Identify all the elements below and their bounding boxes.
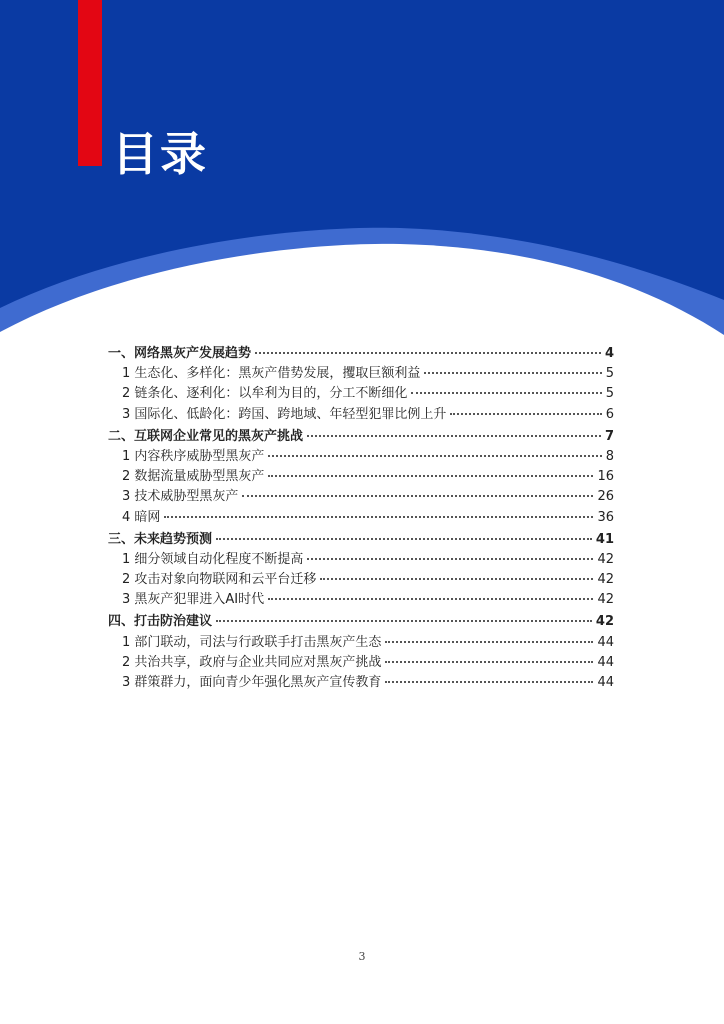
toc-section-entry[interactable] xyxy=(108,425,614,445)
toc-dot-leader xyxy=(320,578,593,580)
toc-dot-leader xyxy=(242,495,593,497)
toc-subsection-entry[interactable] xyxy=(108,506,614,526)
header-wave-graphic xyxy=(0,0,724,345)
toc-subsection-entry[interactable] xyxy=(108,465,614,485)
toc-section-entry[interactable] xyxy=(108,610,614,630)
toc-entry-label: 四、打击防治建议 xyxy=(108,614,213,630)
toc-subsection-entry[interactable] xyxy=(108,403,614,423)
toc-entry-page: 42 xyxy=(597,551,614,567)
page-title: 目录 xyxy=(112,127,208,181)
toc-entry-label: 一、网络黑灰产发展趋势 xyxy=(108,346,252,361)
toc-dot-leader xyxy=(268,455,601,457)
toc-dot-leader xyxy=(411,392,601,394)
header-banner xyxy=(0,0,724,345)
toc-entry-label: 4 暗网 xyxy=(122,509,161,525)
toc-entry-page: 8 xyxy=(605,448,614,464)
accent-red-bar xyxy=(78,0,102,166)
toc-entry-label: 1 生态化、多样化：黑灰产借势发展，攫取巨额利益 xyxy=(122,366,421,382)
toc-entry-page: 16 xyxy=(597,469,614,485)
toc-dot-leader xyxy=(268,475,593,477)
toc-subsection-entry[interactable] xyxy=(108,671,614,691)
toc-dot-leader xyxy=(216,620,592,622)
toc-entry-page: 44 xyxy=(597,634,614,650)
toc-entry-label: 1 部门联动，司法与行政联手打击黑灰产生态 xyxy=(122,634,382,650)
toc-dot-leader xyxy=(385,661,593,663)
toc-entry-label: 3 黑灰产犯罪进入AI时代 xyxy=(122,592,265,608)
toc-entry-page: 26 xyxy=(597,489,614,505)
toc-dot-leader xyxy=(424,372,601,374)
toc-entry-label: 2 链条化、逐利化：以牟利为目的，分工不断细化 xyxy=(122,386,408,402)
toc-dot-leader xyxy=(385,681,593,683)
toc-entry-page: 36 xyxy=(597,509,614,525)
toc-entry-page: 42 xyxy=(597,592,614,608)
toc-entry-label: 3 群策群力，面向青少年强化黑灰产宣传教育 xyxy=(122,675,382,690)
toc-dot-leader xyxy=(216,538,592,540)
toc-entry-page: 6 xyxy=(605,406,614,422)
toc-entry-label: 三、未来趋势预测 xyxy=(108,531,213,547)
toc-section-entry[interactable] xyxy=(108,528,614,548)
toc-entry-page: 5 xyxy=(605,366,614,382)
toc-entry-page: 7 xyxy=(604,428,614,444)
toc-entry-page: 5 xyxy=(605,386,614,402)
toc-entry-label: 1 内容秩序威胁型黑灰产 xyxy=(122,448,265,464)
toc-subsection-entry[interactable] xyxy=(108,651,614,671)
toc-dot-leader xyxy=(385,641,593,643)
toc-entry-page: 4 xyxy=(604,346,614,361)
toc-entry-label: 2 攻击对象向物联网和云平台迁移 xyxy=(122,572,317,588)
table-of-contents xyxy=(108,340,614,691)
toc-entry-page: 42 xyxy=(595,614,614,630)
toc-entry-page: 44 xyxy=(597,654,614,670)
toc-dot-leader xyxy=(450,413,601,415)
toc-subsection-entry[interactable] xyxy=(108,568,614,588)
toc-dot-leader xyxy=(268,598,593,600)
toc-section-entry[interactable] xyxy=(108,342,614,362)
toc-dot-leader xyxy=(307,435,601,437)
toc-entry-label: 3 国际化、低龄化：跨国、跨地域、年轻型犯罪比例上升 xyxy=(122,406,447,422)
toc-subsection-entry[interactable] xyxy=(108,588,614,608)
toc-entry-page: 42 xyxy=(597,572,614,588)
toc-subsection-entry[interactable] xyxy=(108,382,614,402)
toc-subsection-entry[interactable] xyxy=(108,548,614,568)
page-number: 3 xyxy=(358,950,366,963)
toc-subsection-entry[interactable] xyxy=(108,485,614,505)
toc-dot-leader xyxy=(307,558,593,560)
toc-entry-label: 2 共治共享，政府与企业共同应对黑灰产挑战 xyxy=(122,654,382,670)
toc-entry-page: 44 xyxy=(597,675,614,690)
toc-entry-label: 二、互联网企业常见的黑灰产挑战 xyxy=(108,428,304,444)
toc-subsection-entry[interactable] xyxy=(108,631,614,651)
toc-subsection-entry[interactable] xyxy=(108,445,614,465)
toc-entry-label: 3 技术威胁型黑灰产 xyxy=(122,489,239,505)
toc-entry-label: 2 数据流量威胁型黑灰产 xyxy=(122,469,265,485)
toc-subsection-entry[interactable] xyxy=(108,362,614,382)
toc-dot-leader xyxy=(164,516,593,518)
toc-entry-label: 1 细分领域自动化程度不断提高 xyxy=(122,551,304,567)
toc-dot-leader xyxy=(255,352,601,354)
toc-entry-page: 41 xyxy=(595,531,614,547)
